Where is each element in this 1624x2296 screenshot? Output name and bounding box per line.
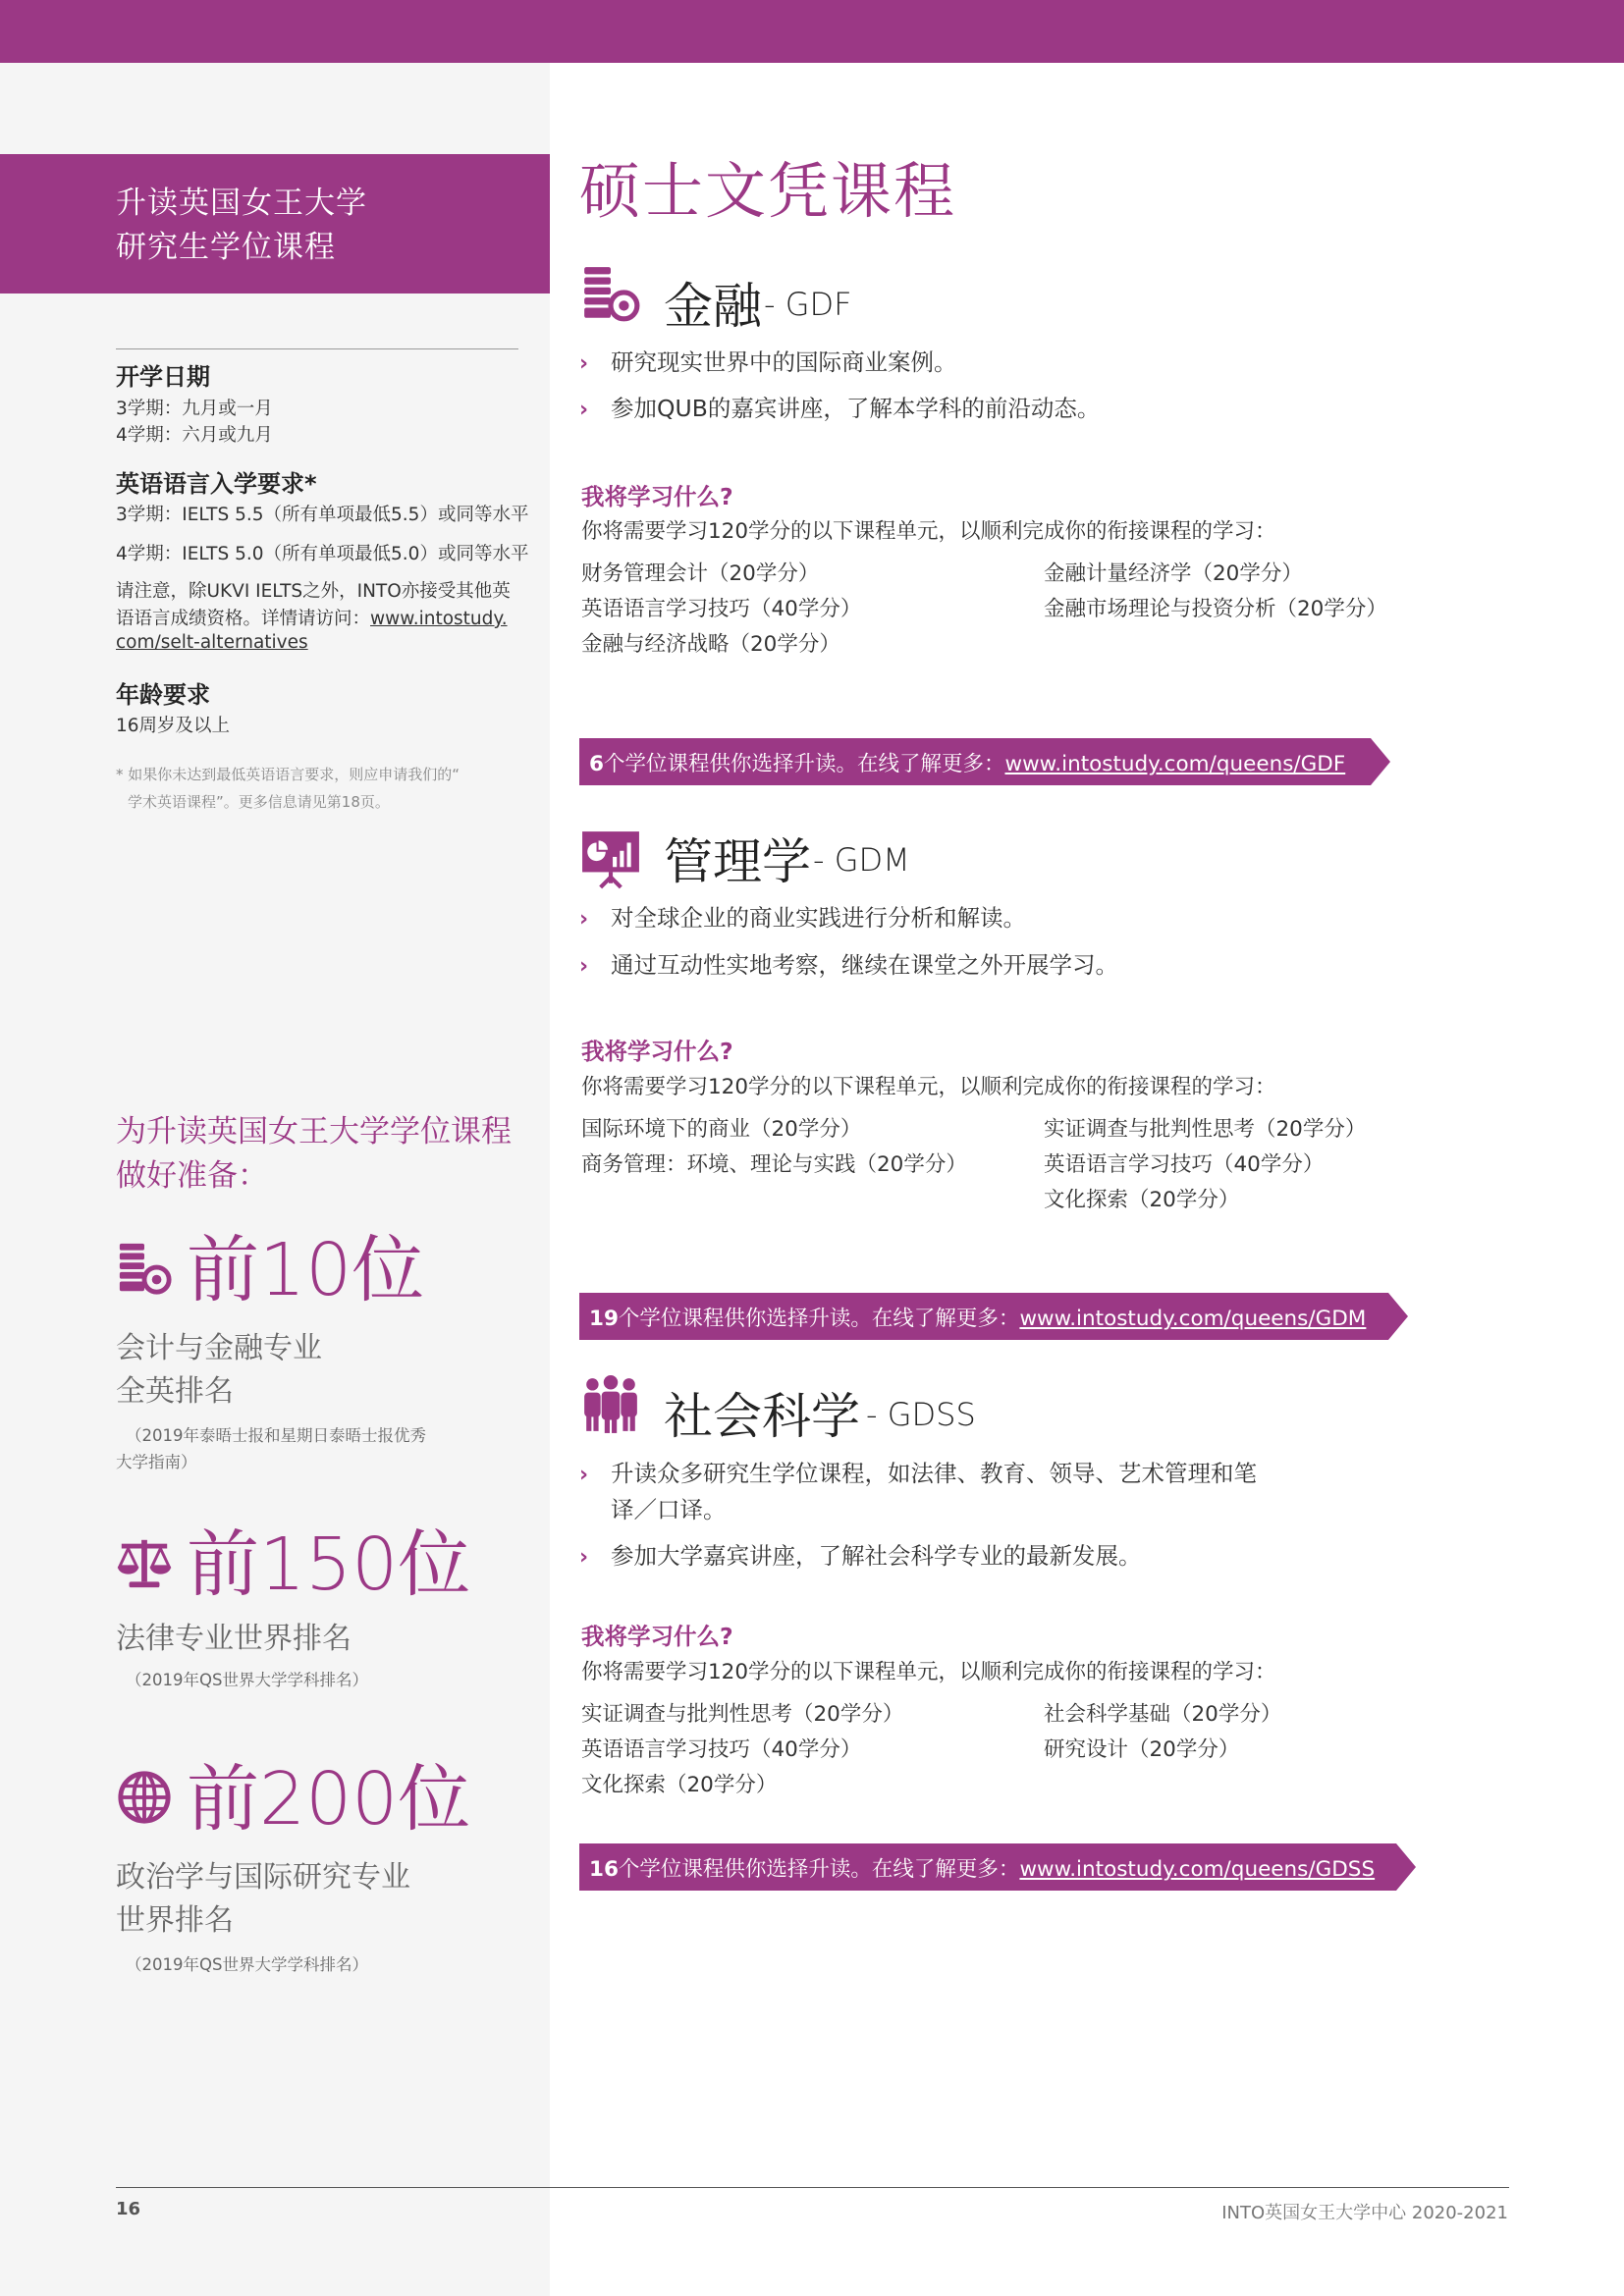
banner-count: 19	[589, 1307, 619, 1331]
course-item: 文化探索（20学分）	[581, 1773, 778, 1797]
learn-intro: 你将需要学习120学分的以下课程单元，以顺利完成你的衔接课程的学习：	[581, 1660, 1276, 1684]
banner-suffix: 个学位课程供你选择升读。在线了解更多：	[618, 1857, 1020, 1882]
footnote-line1: * 如果你未达到最低英语语言要求，则应申请我们的“	[116, 766, 460, 783]
prep-heading-line2: 做好准备：	[116, 1158, 268, 1194]
course-item: 金融市场理论与投资分析（20学分）	[1044, 597, 1387, 621]
start-dates-line2: 4学期：六月或九月	[116, 425, 273, 446]
page-number: 16	[116, 2199, 141, 2219]
learn-heading: 我将学习什么?	[581, 483, 733, 510]
chevron-right-icon: ›	[579, 351, 589, 376]
course-item: 英语语言学习技巧（40学分）	[581, 1737, 862, 1762]
chevron-right-icon: ›	[579, 398, 589, 422]
chevron-right-icon: ›	[579, 1463, 589, 1487]
list-item	[579, 1537, 1142, 1571]
start-dates-heading: 开学日期	[116, 363, 210, 391]
stat-source-1b: 大学指南）	[116, 1453, 197, 1471]
finance-coin-icon	[580, 263, 641, 324]
gdss-link[interactable]: www.intostudy.com/queens/GDSS	[1019, 1857, 1376, 1882]
list-item	[579, 344, 957, 377]
stat-value-1: 前10位	[187, 1228, 425, 1312]
programs-banner-social-sciences	[579, 1843, 1416, 1891]
footer-divider	[116, 2187, 1509, 2188]
selt-link-part1[interactable]: www.intostudy.	[370, 609, 508, 629]
course-item: 社会科学基础（20学分）	[1044, 1702, 1282, 1727]
learn-intro: 你将需要学习120学分的以下课程单元，以顺利完成你的衔接课程的学习：	[581, 1075, 1276, 1099]
course-item: 国际环境下的商业（20学分）	[581, 1117, 862, 1142]
programs-banner-management	[579, 1293, 1408, 1340]
learn-heading: 我将学习什么?	[581, 1623, 733, 1650]
chevron-right-icon: ›	[579, 1545, 589, 1570]
course-item: 金融与经济战略（20学分）	[581, 632, 840, 657]
stat-desc-2a: 法律专业世界排名	[116, 1622, 352, 1656]
gdf-link[interactable]: www.intostudy.com/queens/GDF	[1004, 752, 1346, 776]
bullet-text: 参加QUB的嘉宾讲座，了解本学科的前沿动态。	[611, 395, 1101, 422]
course-item: 研究设计（20学分）	[1044, 1737, 1240, 1762]
learn-heading: 我将学习什么?	[581, 1038, 733, 1065]
english-note2	[116, 605, 508, 630]
list-item	[579, 899, 1026, 933]
banner-suffix: 个学位课程供你选择升读。在线了解更多：	[603, 752, 1005, 776]
list-item	[579, 946, 1118, 980]
scales-icon	[116, 1534, 173, 1591]
sidebar-banner-line1: 升读英国女王大学	[116, 186, 367, 221]
bullet-text: 升读众多研究生学位课程，如法律、教育、领导、艺术管理和笔	[611, 1460, 1257, 1487]
bullet-text: 通过互动性实地考察，继续在课堂之外开展学习。	[611, 951, 1118, 979]
prep-heading-line1: 为升读英国女王大学学位课程	[116, 1114, 512, 1149]
banner-suffix: 个学位课程供你选择升读。在线了解更多：	[618, 1307, 1020, 1331]
start-dates-line1: 3学期：九月或一月	[116, 399, 273, 419]
english-note2-text: 语语言成绩资格。详情请访问：	[116, 609, 371, 629]
divider	[116, 348, 518, 349]
english-line1: 3学期：IELTS 5.5（所有单项最低5.5）或同等水平	[116, 505, 529, 525]
people-group-icon	[580, 1374, 641, 1435]
course-item: 实证调查与批判性思考（20学分）	[1044, 1117, 1367, 1142]
list-item	[579, 1455, 1257, 1488]
stat-desc-3b: 世界排名	[116, 1903, 234, 1938]
stat-source-2a: （2019年QS世界大学学科排名）	[126, 1671, 368, 1689]
finance-coin-icon	[116, 1240, 173, 1297]
top-color-bar	[0, 0, 1624, 63]
section-code-social-sciences: - GDSS	[866, 1396, 976, 1433]
section-title-finance: 金融	[664, 278, 762, 335]
course-item: 文化探索（20学分）	[1044, 1188, 1240, 1212]
age-heading: 年龄要求	[116, 681, 210, 709]
section-code-management: - GDM	[813, 841, 910, 879]
course-item: 英语语言学习技巧（40学分）	[581, 597, 862, 621]
programs-banner-finance	[579, 738, 1390, 785]
bullet-text: 研究现实世界中的国际商业案例。	[611, 348, 957, 376]
gdm-link[interactable]: www.intostudy.com/queens/GDM	[1019, 1307, 1367, 1331]
banner-count: 16	[589, 1857, 619, 1882]
section-code-finance: - GDF	[764, 286, 852, 323]
stat-desc-1b: 全英排名	[116, 1374, 234, 1409]
bullet-text: 对全球企业的商业实践进行分析和解读。	[611, 904, 1026, 932]
stat-value-2: 前150位	[187, 1522, 471, 1607]
bullet-text: 参加大学嘉宾讲座，了解社会科学专业的最新发展。	[611, 1542, 1142, 1570]
chevron-right-icon: ›	[579, 907, 589, 932]
list-item	[579, 390, 1100, 423]
globe-icon	[116, 1769, 173, 1826]
course-item: 商务管理：环境、理论与实践（20学分）	[581, 1152, 967, 1177]
learn-intro: 你将需要学习120学分的以下课程单元，以顺利完成你的衔接课程的学习：	[581, 519, 1276, 544]
footnote-line2: 学术英语课程”。更多信息请见第18页。	[128, 793, 390, 811]
selt-link-part2[interactable]: com/selt-alternatives	[116, 632, 308, 653]
presentation-chart-icon	[580, 828, 641, 889]
banner-text	[589, 1302, 1366, 1332]
stat-value-3: 前200位	[187, 1757, 471, 1842]
banner-text	[589, 1852, 1375, 1883]
stat-desc-1a: 会计与金融专业	[116, 1331, 322, 1365]
english-note1: 请注意，除UKVI IELTS之外，INTO亦接受其他英	[116, 581, 511, 602]
section-title-management: 管理学	[664, 833, 811, 890]
footer-text: INTO英国女王大学中心 2020-2021	[1221, 2203, 1508, 2223]
stat-desc-3a: 政治学与国际研究专业	[116, 1860, 410, 1895]
course-item: 金融计量经济学（20学分）	[1044, 561, 1303, 586]
banner-count: 6	[589, 752, 604, 776]
age-line1: 16周岁及以上	[116, 716, 231, 736]
course-item: 财务管理会计（20学分）	[581, 561, 820, 586]
bullet-text-continued: 译／口译。	[611, 1496, 727, 1523]
page-title: 硕士文凭课程	[579, 155, 957, 227]
sidebar-banner-line2: 研究生学位课程	[116, 230, 336, 265]
stat-source-1a: （2019年泰晤士报和星期日泰晤士报优秀	[126, 1426, 426, 1445]
course-item: 英语语言学习技巧（40学分）	[1044, 1152, 1325, 1177]
banner-text	[589, 747, 1345, 777]
chevron-right-icon: ›	[579, 954, 589, 979]
section-title-social-sciences: 社会科学	[664, 1388, 860, 1445]
english-line2: 4学期：IELTS 5.0（所有单项最低5.0）或同等水平	[116, 544, 529, 564]
stat-source-3a: （2019年QS世界大学学科排名）	[126, 1955, 368, 1974]
english-heading: 英语语言入学要求*	[116, 470, 317, 498]
course-item: 实证调查与批判性思考（20学分）	[581, 1702, 904, 1727]
